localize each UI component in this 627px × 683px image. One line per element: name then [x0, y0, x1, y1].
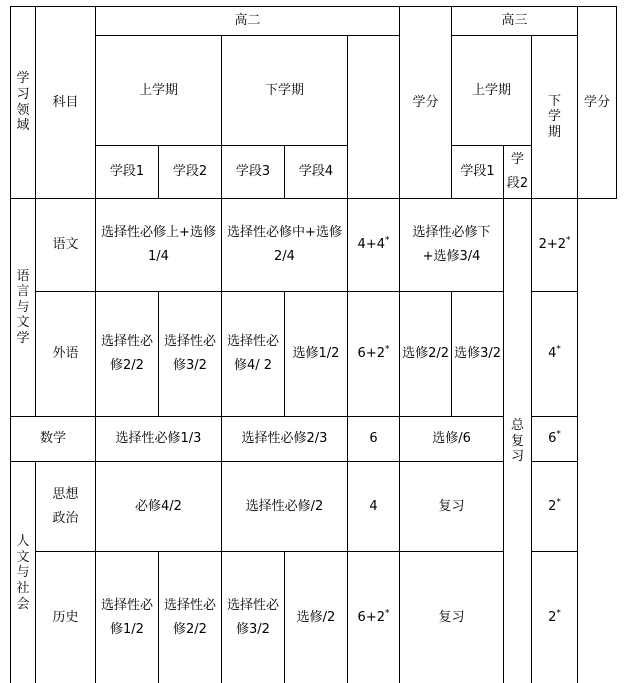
cell-foreign-g12-credits: 4* — [532, 292, 578, 417]
review-c2: 复 — [511, 433, 525, 449]
header-grade12-term-second-c2: 学 — [548, 109, 562, 125]
area-language-literature-c3: 与 — [16, 299, 30, 315]
cell-history-g11-s3: 选择性必修3/2 — [222, 552, 285, 683]
review-c1: 总 — [511, 418, 525, 434]
cell-foreign-g11-s1: 选择性必修2/2 — [96, 292, 159, 417]
cell-grade12-review — [504, 199, 532, 683]
header-grade12-segment1: 学段1 — [452, 146, 504, 199]
cell-math-g11-credits: 6 — [348, 417, 400, 462]
cell-math-g11-second: 选择性必修2/3 — [222, 417, 348, 462]
header-grade11-spacer — [348, 36, 400, 199]
cell-chinese-g11-second: 选择性必修中+选修2/4 — [222, 199, 348, 292]
header-segment3: 学段3 — [222, 146, 285, 199]
header-row-term — [11, 36, 617, 146]
cell-history-g11-s1: 选择性必修1/2 — [96, 552, 159, 683]
cell-chinese-g12-credits: 2+2* — [532, 199, 578, 292]
cell-politics-g11-second: 选择性必修/2 — [222, 462, 348, 552]
cell-politics-g11-credits: 4 — [348, 462, 400, 552]
cell-history-g11-s4: 选修/2 — [285, 552, 348, 683]
cell-history-g12-credits: 2* — [532, 552, 578, 683]
subject-chinese: 语文 — [36, 199, 96, 292]
cell-politics-g11-first: 必修4/2 — [96, 462, 222, 552]
cell-politics-g12-credits: 2* — [532, 462, 578, 552]
cell-chinese-g11-first: 选择性必修上+选修1/4 — [96, 199, 222, 292]
header-row-segment — [11, 146, 617, 199]
header-grade11-term-first: 上学期 — [96, 36, 222, 146]
cell-foreign-g12-s1: 选修2/2 — [400, 292, 452, 417]
cell-foreign-g12-s2: 选修3/2 — [452, 292, 504, 417]
header-segment4: 学段4 — [285, 146, 348, 199]
table-row — [11, 199, 617, 292]
area-language-literature-c2: 言 — [16, 284, 30, 300]
cell-foreign-g11-s4: 选修1/2 — [285, 292, 348, 417]
header-segment1: 学段1 — [96, 146, 159, 199]
area-language-literature-c1: 语 — [16, 268, 30, 284]
area-humanities-society-c5: 会 — [16, 596, 30, 612]
header-grade12-term-second-c1: 下 — [548, 93, 562, 109]
cell-foreign-g11-s2: 选择性必修3/2 — [159, 292, 222, 417]
asterisk-mark: * — [384, 235, 390, 246]
header-grade12-term-first: 上学期 — [452, 36, 532, 146]
header-row-grade — [11, 7, 617, 36]
review-c3: 习 — [511, 449, 525, 465]
asterisk-mark: * — [556, 497, 561, 508]
cell-history-g11-credits: 6+2* — [348, 552, 400, 683]
header-learning-area-c4: 域 — [16, 118, 30, 134]
header-grade12-credits: 学分 — [578, 7, 617, 199]
asterisk-mark: * — [556, 429, 561, 440]
asterisk-mark: * — [556, 344, 561, 355]
cell-math-g11-first: 选择性必修1/3 — [96, 417, 222, 462]
header-learning-area-c2: 习 — [16, 86, 30, 102]
area-humanities-society-c3: 与 — [16, 565, 30, 581]
subject-foreign-language: 外语 — [36, 292, 96, 417]
area-language-literature-c4: 文 — [16, 315, 30, 331]
header-grade12-term-second — [532, 36, 578, 199]
cell-chinese-g12-first: 选择性必修下+选修3/4 — [400, 199, 504, 292]
area-humanities-society — [11, 462, 36, 683]
header-grade11: 高二 — [96, 7, 400, 36]
curriculum-table — [10, 6, 617, 683]
asterisk-mark: * — [556, 608, 561, 619]
subject-politics — [36, 462, 96, 552]
area-humanities-society-c1: 人 — [16, 534, 30, 550]
header-grade12: 高三 — [452, 7, 578, 36]
subject-history: 历史 — [36, 552, 96, 683]
cell-history-g11-s2: 选择性必修2/2 — [159, 552, 222, 683]
area-humanities-society-c2: 文 — [16, 549, 30, 565]
asterisk-mark: * — [384, 344, 390, 355]
cell-history-g12-first: 复习 — [400, 552, 504, 683]
subject-politics-l1: 思想 — [52, 486, 79, 502]
subject-politics-l2: 政治 — [52, 510, 79, 526]
cell-math-g12-credits: 6* — [532, 417, 578, 462]
header-grade11-term-second: 下学期 — [222, 36, 348, 146]
header-segment2: 学段2 — [159, 146, 222, 199]
header-subject: 科目 — [36, 7, 96, 199]
header-grade12-segment2: 学段2 — [504, 146, 532, 199]
cell-chinese-g11-credits: 4+4* — [348, 199, 400, 292]
asterisk-mark: * — [384, 608, 390, 619]
cell-foreign-g11-s3: 选择性必修4/ 2 — [222, 292, 285, 417]
cell-foreign-g11-credits: 6+2* — [348, 292, 400, 417]
header-learning-area-c3: 领 — [16, 102, 30, 118]
area-language-literature-c5: 学 — [16, 331, 30, 347]
header-grade11-credits: 学分 — [400, 7, 452, 199]
cell-politics-g12-first: 复习 — [400, 462, 504, 552]
cell-math-g12-first: 选修/6 — [400, 417, 504, 462]
asterisk-mark: * — [566, 235, 571, 246]
header-learning-area-c1: 学 — [16, 71, 30, 87]
subject-mathematics: 数学 — [11, 417, 96, 462]
area-language-literature — [11, 199, 36, 417]
area-humanities-society-c4: 社 — [16, 580, 30, 596]
header-grade12-term-second-c3: 期 — [548, 124, 562, 140]
header-learning-area — [11, 7, 36, 199]
